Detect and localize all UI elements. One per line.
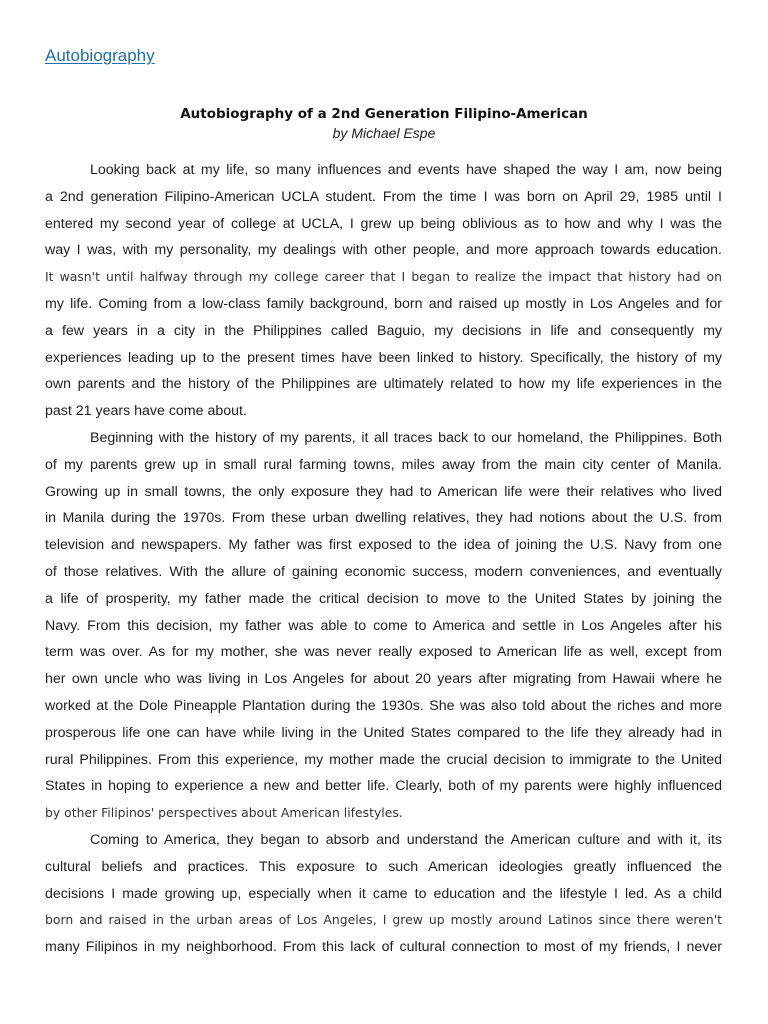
body-line: many Filipinos in my neighborhood. From this lack of cultural connection to most of my friends, I never xyxy=(45,939,722,956)
body-line: Beginning with the history of my parents, it all traces back to our homeland, the Philippines. Both xyxy=(90,429,722,446)
document-byline: by Michael Espe xyxy=(332,125,436,141)
body-line: States in hoping to experience a new and better life. Clearly, both of my parents were highly influenced xyxy=(45,778,722,795)
body-line: It wasn't until halfway through my college career that I began to realize the impact that history had on xyxy=(45,269,722,285)
body-line: experiences leading up to the present times have been linked to history. Specifically, the history of my xyxy=(45,349,722,366)
body-line: my life. Coming from a low-class family background, born and raised up mostly in Los Angeles and for xyxy=(45,295,722,312)
body-line: past 21 years have come about. xyxy=(45,403,247,420)
body-line: a life of prosperity, my father made the critical decision to move to the United States by joining the xyxy=(45,590,722,607)
autobiography-link[interactable]: Autobiography xyxy=(45,46,155,65)
body-line: born and raised in the urban areas of Los Angeles, I grew up mostly around Latinos since there weren't xyxy=(45,912,722,928)
body-line: entered my second year of college at UCLA, I grew up being oblivious as to how and why I was the xyxy=(45,215,722,232)
body-line: rural Philippines. From this experience, my mother made the crucial decision to immigrate to the United xyxy=(45,751,722,768)
body-line: Looking back at my life, so many influences and events have shaped the way I am, now being xyxy=(90,162,722,178)
body-line: of my parents grew up in small rural farming towns, miles away from the main city center of Manila. xyxy=(45,456,722,473)
body-line: worked at the Dole Pineapple Plantation during the 1930s. She was also told about the riches and more xyxy=(45,697,722,714)
body-line: in Manila during the 1970s. From these urban dwelling relatives, they had notions about the U.S. from xyxy=(45,510,722,527)
body-line: cultural beliefs and practices. This exposure to such American ideologies greatly influenced the xyxy=(45,858,722,875)
body-line: by other Filipinos' perspectives about American lifestyles. xyxy=(45,805,403,821)
body-line: Navy. From this decision, my father was able to come to America and settle in Los Angeles after his xyxy=(45,617,722,634)
document-title: Autobiography of a 2nd Generation Filipino-American xyxy=(180,106,588,122)
body-line: her own uncle who was living in Los Angeles for about 20 years after migrating from Hawaii where he xyxy=(45,671,722,688)
body-line: a few years in a city in the Philippines called Baguio, my decisions in life and consequently my xyxy=(45,322,722,339)
document-body xyxy=(45,157,722,961)
body-line: prosperous life one can have while living in the United States compared to the life they already had in xyxy=(45,724,722,741)
body-line: own parents and the history of the Philippines are ultimately related to how my life experiences in the xyxy=(45,376,722,393)
body-line: television and newspapers. My father was first exposed to the idea of joining the U.S. Navy from one xyxy=(45,537,722,554)
body-line: a 2nd generation Filipino-American UCLA student. From the time I was born on April 29, 1985 until I xyxy=(45,188,722,205)
body-line: term was over. As for my mother, she was never really exposed to American life as well, except from xyxy=(45,644,722,661)
body-line: Growing up in small towns, the only exposure they had to American life were their relatives who lived xyxy=(45,483,722,500)
body-line: of those relatives. With the allure of gaining economic success, modern conveniences, and eventually xyxy=(45,563,722,580)
body-line: Coming to America, they began to absorb and understand the American culture and with it, its xyxy=(90,831,722,848)
body-line: decisions I made growing up, especially when it came to education and the lifestyle I led. As a child xyxy=(45,885,722,902)
body-line: way I was, with my personality, my dealings with other people, and more approach towards education. xyxy=(45,242,722,259)
